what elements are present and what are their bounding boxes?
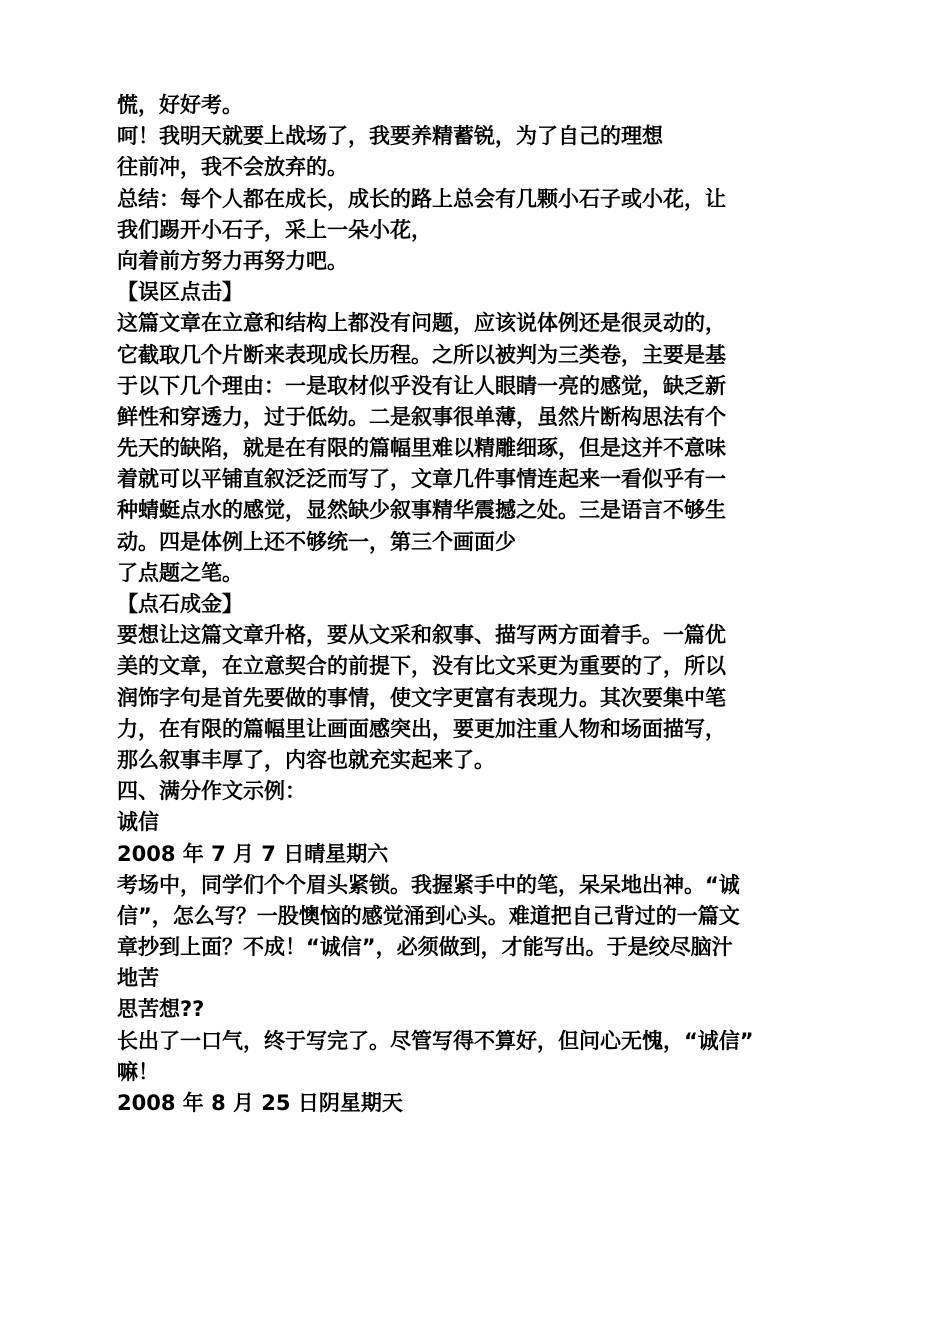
- text-line: 我们踢开小石子，采上一朵小花，: [117, 217, 432, 242]
- text-line: 考场中，同学们个个眉头紧锁。我握紧手中的笔，呆呆地出神。“诚: [117, 872, 740, 897]
- text-line: 它截取几个片断来表现成长历程。之所以被判为三类卷，主要是基: [117, 342, 726, 367]
- section-heading: 【误区点击】: [117, 280, 243, 305]
- text-line: 章抄到上面？不成！“诚信”，必须做到，才能写出。于是绞尽脑汁: [117, 935, 733, 960]
- document-page: [117, 90, 862, 1119]
- text-line: 于以下几个理由：一是取材似乎没有让人眼睛一亮的感觉，缺乏新: [117, 373, 726, 398]
- text-line: 着就可以平铺直叙泛泛而写了，文章几件事情连起来一看似乎有一: [117, 467, 726, 492]
- text-line: 向着前方努力再努力吧。: [117, 248, 348, 273]
- text-line: 种蜻蜓点水的感觉，显然缺少叙事精华震撼之处。三是语言不够生: [117, 498, 726, 523]
- text-line: 嘛！: [117, 1059, 159, 1084]
- essay-title: 诚信: [117, 810, 159, 835]
- text-line: 先天的缺陷，就是在有限的篇幅里难以精雕细琢，但是这并不意味: [117, 436, 726, 461]
- text-line: 要想让这篇文章升格，要从文采和叙事、描写两方面着手。一篇优: [117, 623, 726, 648]
- text-line: 美的文章，在立意契合的前提下，没有比文采更为重要的了，所以: [117, 654, 726, 679]
- diary-date: 2008 年 8 月 25 日阴星期天: [117, 1091, 403, 1115]
- text-line: 这篇文章在立意和结构上都没有问题，应该说体例还是很灵动的，: [117, 311, 726, 336]
- section-heading: 【点石成金】: [117, 592, 243, 616]
- text-line: 地苦: [117, 966, 159, 991]
- text-line: 思苦想??: [117, 997, 205, 1022]
- text-line: 动。四是体例上还不够统一，第三个画面少: [117, 529, 516, 554]
- text-line: 信”，怎么写？一股懊恼的感觉涌到心头。难道把自己背过的一篇文: [117, 903, 740, 928]
- text-line: 鲜性和穿透力，过于低幼。二是叙事很单薄，虽然片断构思法有个: [117, 404, 726, 429]
- text-line: 慌，好好考。: [117, 93, 243, 117]
- text-line: 呵！我明天就要上战场了，我要养精蓄锐，为了自己的理想: [117, 124, 663, 149]
- text-line: 润饰字句是首先要做的事情，使文字更富有表现力。其次要集中笔: [117, 685, 726, 710]
- section-heading: 四、满分作文示例：: [117, 779, 306, 804]
- text-line: 了点题之笔。: [117, 560, 243, 585]
- text-line: 总结：每个人都在成长，成长的路上总会有几颗小石子或小花，让: [117, 186, 726, 211]
- text-line: 往前冲，我不会放弃的。: [117, 155, 348, 180]
- text-line: 力，在有限的篇幅里让画面感突出，要更加注重人物和场面描写，: [117, 716, 726, 741]
- text-line: 那么叙事丰厚了，内容也就充实起来了。: [117, 747, 495, 772]
- diary-date: 2008 年 7 月 7 日晴星期六: [117, 841, 389, 866]
- text-line: 长出了一口气，终于写完了。尽管写得不算好，但问心无愧，“诚信”: [117, 1028, 754, 1053]
